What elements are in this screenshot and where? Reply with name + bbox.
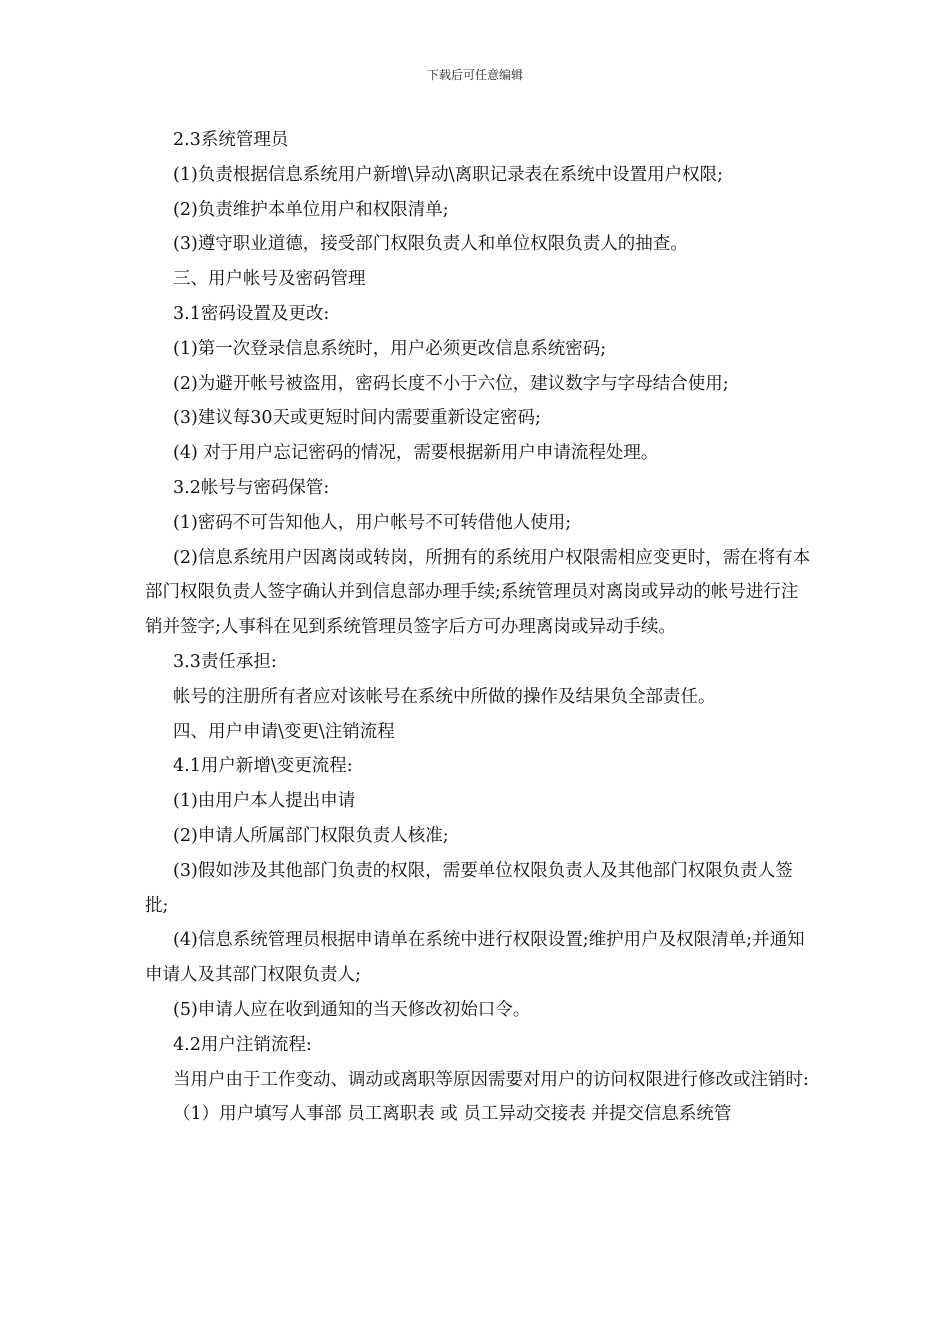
paragraph: (5)申请人应在收到通知的当天修改初始口令。: [173, 999, 531, 1020]
paragraph: (1)第一次登录信息系统时，用户必须更改信息系统密码;: [173, 338, 607, 359]
section-heading-4-1: 4.1用户新增\变更流程:: [173, 756, 353, 777]
page-header: 下载后可任意编辑: [426, 68, 523, 82]
paragraph: 当用户由于工作变动、调动或离职等原因需要对用户的访问权限进行修改或注销时:: [173, 1069, 809, 1090]
paragraph: (3)建议每30天或更短时间内需要重新设定密码;: [173, 408, 541, 429]
section-heading-3-2: 3.2帐号与密码保管:: [173, 477, 330, 498]
section-heading-3: 三、用户帐号及密码管理: [173, 269, 366, 290]
section-heading-3-3: 3.3责任承担:: [173, 651, 277, 672]
section-heading-4-2: 4.2用户注销流程:: [173, 1034, 312, 1055]
paragraph: (2)负责维护本单位用户和权限清单;: [173, 199, 449, 220]
paragraph: （1）用户填写人事部 员工离职表 或 员工异动交接表 并提交信息系统管: [173, 1104, 732, 1125]
paragraph: (2)为避开帐号被盗用，密码长度不小于六位，建议数字与字母结合使用;: [173, 373, 729, 394]
paragraph: (4)信息系统管理员根据申请单在系统中进行权限设置;维护用户及权限清单;并通知申请人及其部门权限负责人;: [145, 930, 805, 986]
section-heading-2-3: 2.3系统管理员: [173, 130, 289, 150]
paragraph: 帐号的注册所有者应对该帐号在系统中所做的操作及结果负全部责任。: [173, 686, 716, 707]
paragraph: (4) 对于用户忘记密码的情况，需要根据新用户申请流程处理。: [173, 443, 659, 464]
section-heading-3-1: 3.1密码设置及更改:: [173, 303, 330, 324]
paragraph: (2)信息系统用户因离岗或转岗，所拥有的系统用户权限需相应变更时，需在将有本部门权限负责人签字确认并到信息部办理手续;系统管理员对离岗或异动的帐号进行注销并签字;人事科在见到系统管理员签字后方可办理离岗或异动手续。: [145, 547, 811, 638]
paragraph: (1)由用户本人提出申请: [173, 791, 356, 812]
paragraph: (1)密码不可告知他人，用户帐号不可转借他人使用;: [173, 512, 572, 533]
paragraph: (3)假如涉及其他部门负责的权限，需要单位权限负责人及其他部门权限负责人签批;: [145, 860, 793, 916]
paragraph: (1)负责根据信息系统用户新增\异动\离职记录表在系统中设置用户权限;: [173, 164, 723, 185]
paragraph: (2)申请人所属部门权限负责人核准;: [173, 825, 449, 846]
paragraph: (3)遵守职业道德，接受部门权限负责人和单位权限负责人的抽查。: [173, 234, 688, 255]
document-body: [145, 123, 813, 1132]
section-heading-4: 四、用户申请\变更\注销流程: [173, 721, 395, 742]
